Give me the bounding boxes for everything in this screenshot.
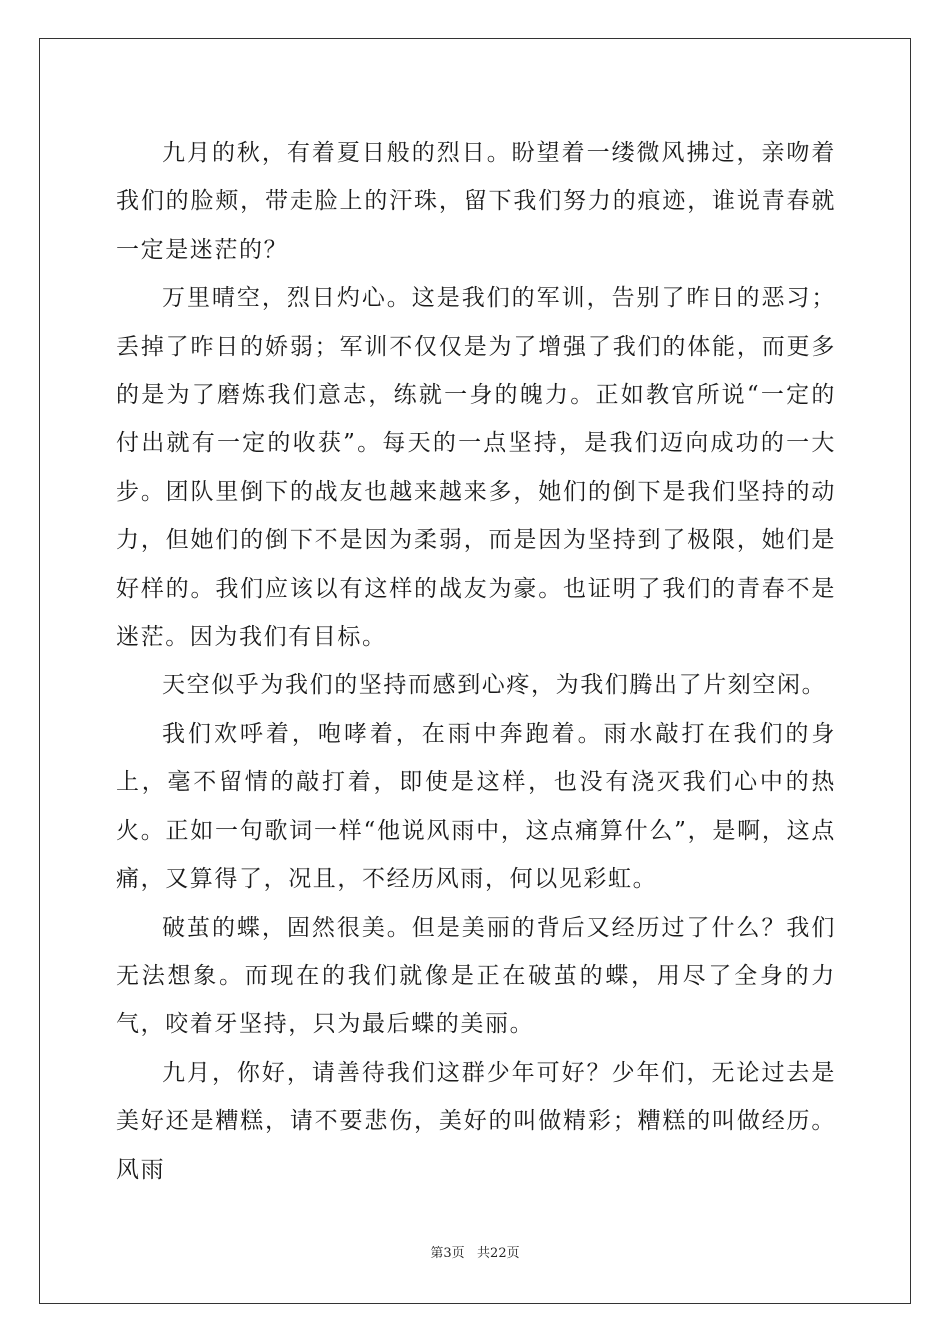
paragraph-5: 破茧的蝶，固然很美。但是美丽的背后又经历过了什么？我们无法想象。而现在的我们就像是正在破茧的蝶，用尽了全身的力气，咬着牙坚持，只为最后蝶的美丽。 xyxy=(116,914,836,1038)
paragraph-3: 天空似乎为我们的坚持而感到心疼，为我们腾出了片刻空闲。 xyxy=(162,672,827,699)
document-body xyxy=(116,129,836,1194)
paragraph-6: 九月，你好，请善待我们这群少年可好？少年们，无论过去是美好还是糟糕，请不要悲伤，美好的叫做精彩；糟糕的叫做经历。风雨 xyxy=(116,1059,836,1183)
paragraph-2: 万里晴空，烈日灼心。这是我们的军训，告别了昨日的恶习；丢掉了昨日的娇弱；军训不仅仅是为了增强了我们的体能，而更多的是为了磨炼我们意志，练就一身的魄力。正如教官所说“一定的付出就有一定的收获”。每天的一点坚持，是我们迈向成功的一大步。团队里倒下的战友也越来越来多，她们的倒下是我们坚持的动力，但她们的倒下不是因为柔弱，而是因为坚持到了极限，她们是好样的。我们应该以有这样的战友为豪。也证明了我们的青春不是迷茫。因为我们有目标。 xyxy=(116,285,836,651)
paragraph-1: 九月的秋，有着夏日般的烈日。盼望着一缕微风拂过，亲吻着我们的脸颊，带走脸上的汗珠，留下我们努力的痕迹，谁说青春就一定是迷茫的？ xyxy=(116,140,836,263)
page-number-footer: 第3页 共22页 xyxy=(430,1246,520,1261)
paragraph-4: 我们欢呼着，咆哮着，在雨中奔跑着。雨水敲打在我们的身上，毫不留情的敲打着，即使是这样，也没有浇灭我们心中的热火。正如一句歌词一样“他说风雨中，这点痛算什么”，是啊，这点痛，又算得了，况且，不经历风雨，何以见彩虹。 xyxy=(116,720,836,893)
